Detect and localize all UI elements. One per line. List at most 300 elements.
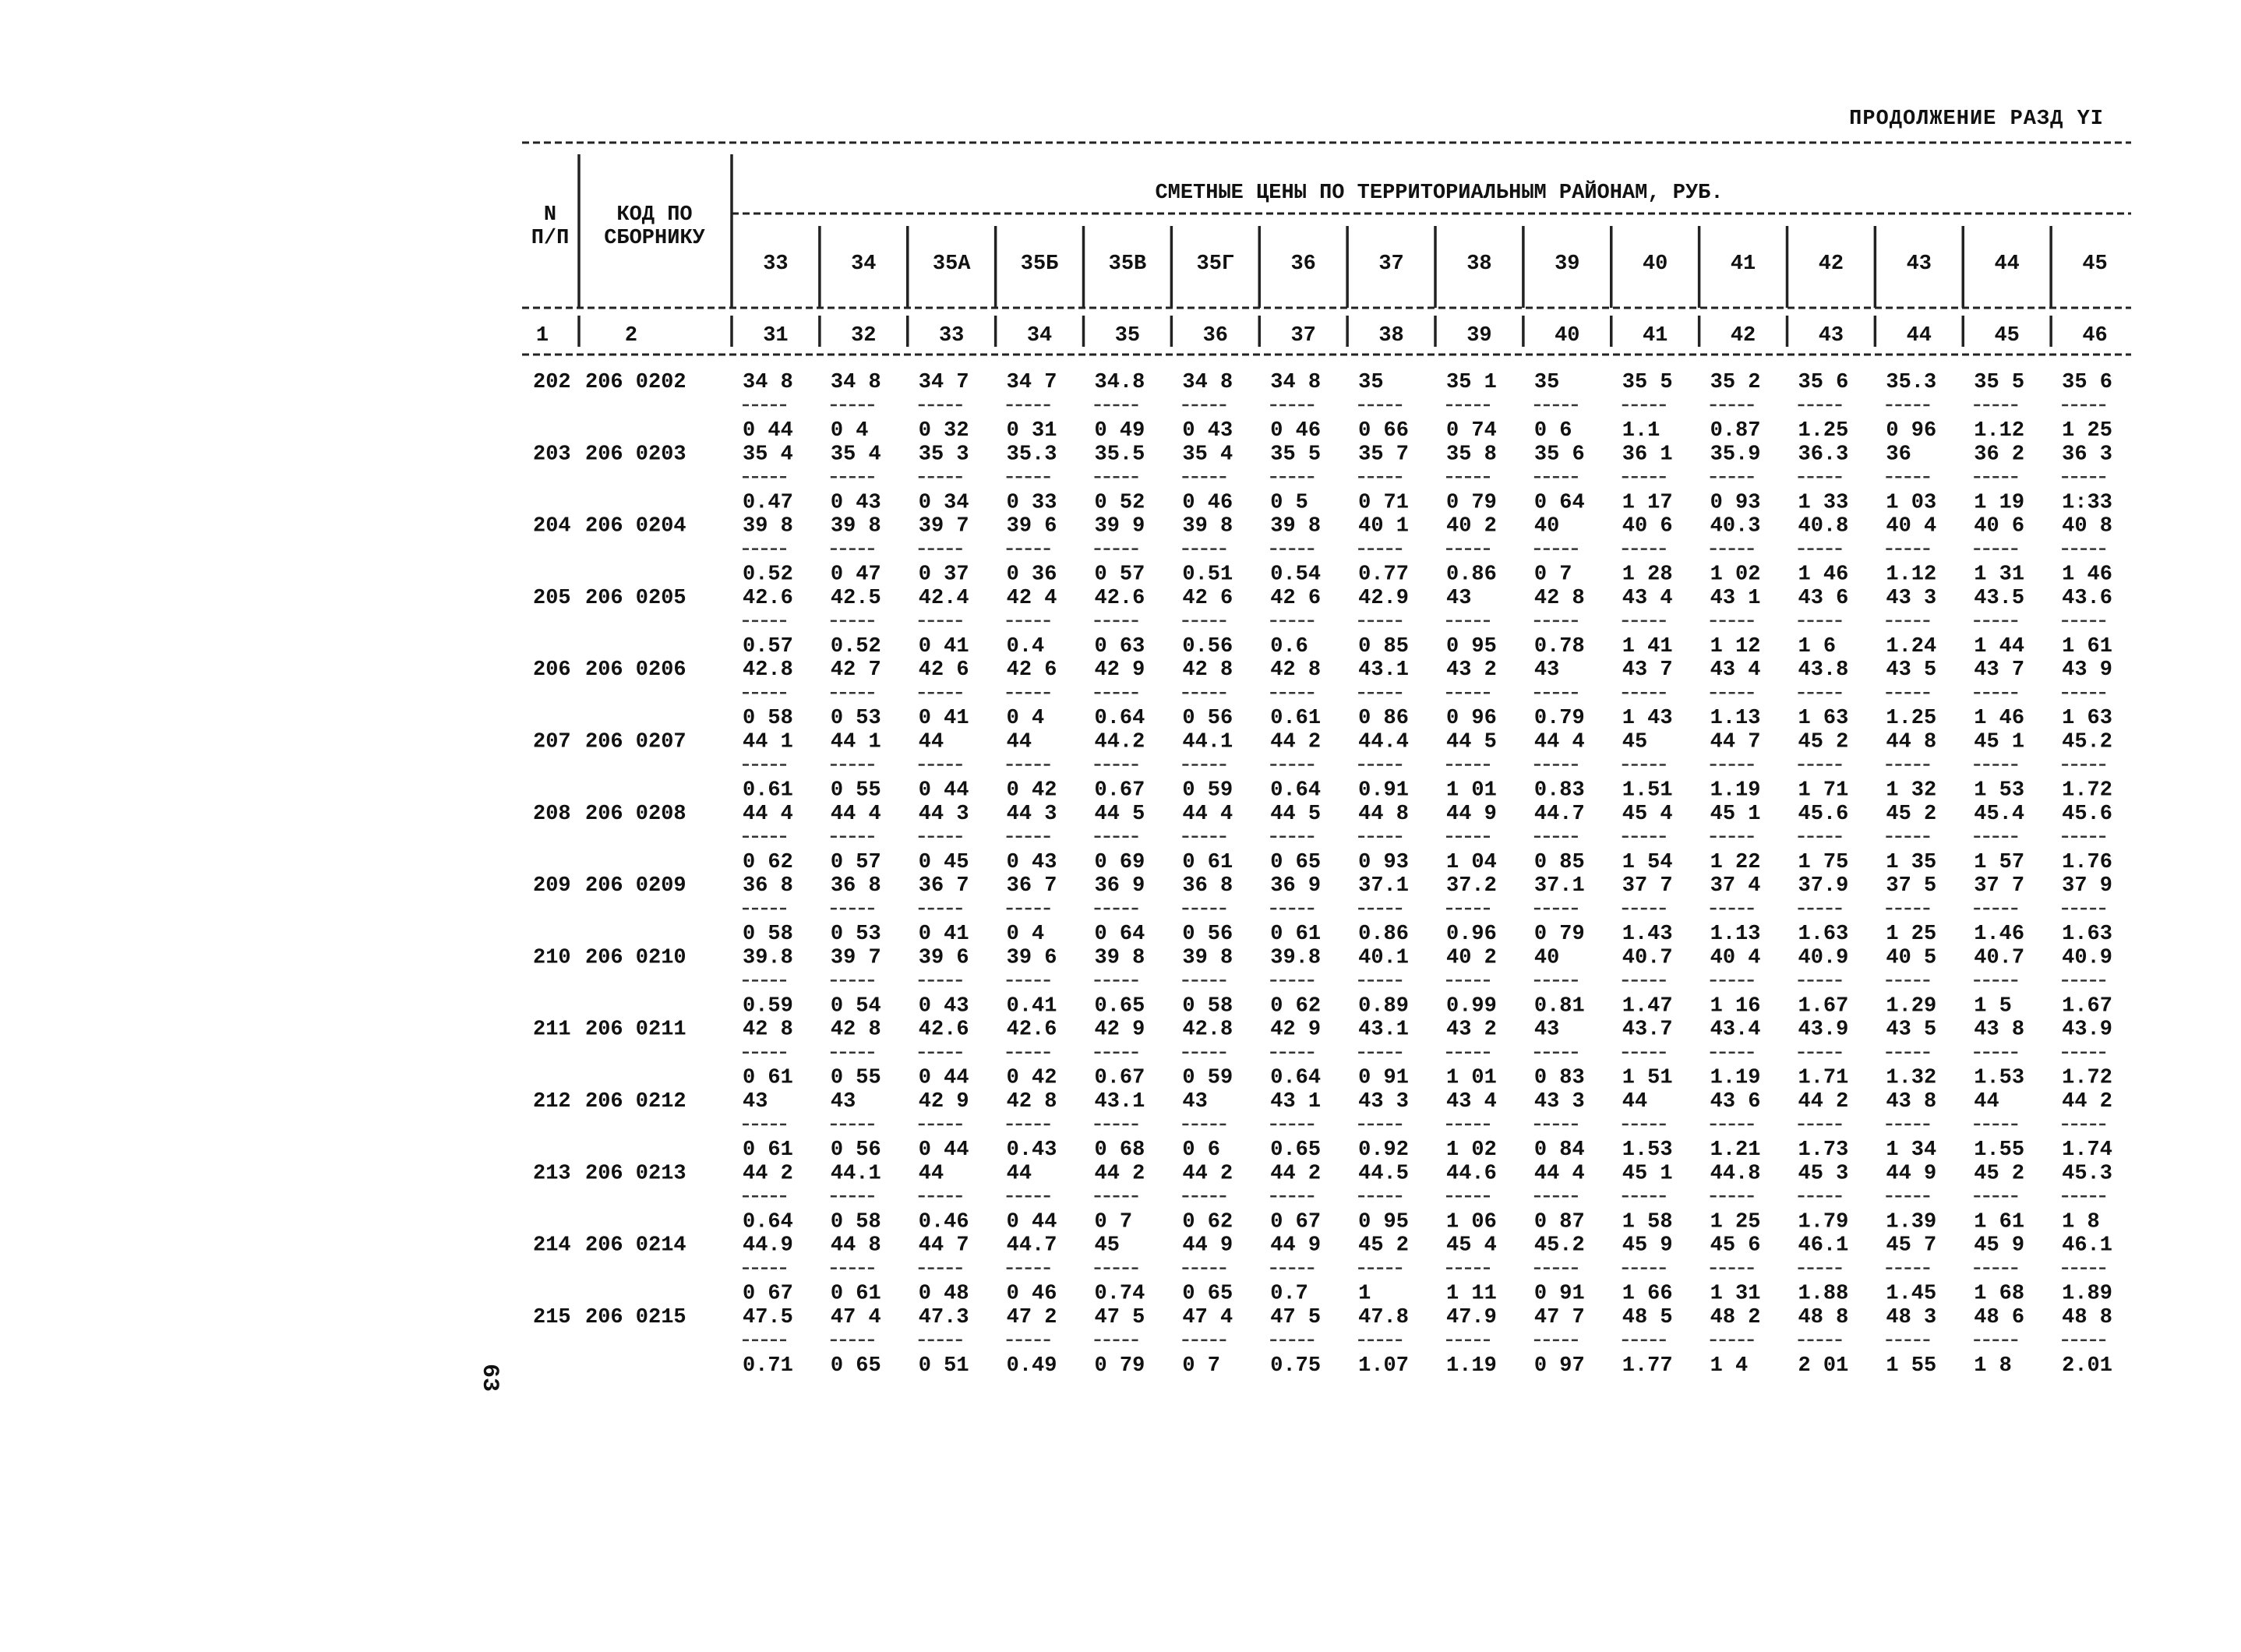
price-cell: 45.6 — [1798, 802, 1849, 826]
price-cell: 45.2 — [2062, 730, 2112, 754]
price-cell: 35 4 — [1182, 443, 1233, 467]
price-cell: 36 9 — [1094, 874, 1145, 898]
district-code: 37 — [1378, 252, 1404, 276]
row-number: 207 — [533, 730, 571, 754]
price-cell: 44.7 — [1006, 1234, 1057, 1258]
sub-value-cell: 1 4 — [1710, 1354, 1749, 1378]
price-cell: 44 5 — [1446, 730, 1497, 754]
sub-value-cell: 0 54 — [830, 994, 881, 1018]
sub-value-cell: 1.13 — [1710, 923, 1761, 947]
sub-value-cell: 1 66 — [1622, 1282, 1673, 1306]
price-cell: 42 8 — [743, 1018, 793, 1042]
price-cell: 45 1 — [1622, 1162, 1673, 1186]
sub-value-cell: 0 97 — [1533, 1354, 1585, 1378]
price-cell: 35 2 — [1710, 371, 1761, 394]
district-code: 38 — [1466, 252, 1492, 276]
sub-value-cell: 0 52 — [1094, 491, 1145, 515]
price-cell: 44 7 — [918, 1234, 969, 1258]
sub-value-cell: 0.87 — [1710, 419, 1761, 443]
sub-value-cell: 0 46 — [1182, 491, 1233, 515]
sub-value-cell: 1.72 — [2062, 778, 2112, 803]
sub-value-cell: 1.53 — [1622, 1138, 1673, 1162]
sub-value-cell: 0 93 — [1358, 850, 1409, 874]
sub-value-cell: 0 84 — [1533, 1138, 1585, 1162]
table-row — [533, 1306, 2112, 1378]
column-number: 41 — [1642, 324, 1668, 348]
sub-value-cell: 1 35 — [1886, 850, 1937, 874]
price-cell: 37 4 — [1710, 874, 1761, 898]
price-cell: 36 8 — [830, 874, 881, 898]
price-cell: 44.1 — [1182, 730, 1233, 754]
price-cell: 43.7 — [1622, 1018, 1673, 1042]
column-number: 33 — [938, 324, 965, 348]
price-cell: 45 9 — [1622, 1234, 1673, 1258]
price-cell: 44.5 — [1358, 1162, 1409, 1186]
sub-value-cell: 0.61 — [1270, 707, 1322, 731]
price-cell: 40 6 — [1974, 514, 2025, 538]
price-cell: 36 8 — [1182, 874, 1233, 898]
row-code: 206 0204 — [585, 514, 686, 538]
sub-value-cell: 0 47 — [830, 563, 881, 587]
sub-value-cell: 1 41 — [1622, 634, 1673, 658]
sub-value-cell: 0 62 — [743, 850, 793, 874]
sub-value-cell: 0 79 — [1446, 491, 1497, 515]
sub-value-cell: 1.88 — [1798, 1282, 1849, 1306]
price-cell: 44 8 — [1886, 730, 1937, 754]
table-row — [533, 946, 2112, 1018]
price-cell: 44 3 — [1006, 802, 1057, 826]
price-cell: 44 4 — [1533, 1162, 1585, 1186]
district-code: 36 — [1290, 252, 1316, 276]
price-cell: 42 9 — [1094, 1018, 1145, 1042]
price-cell: 40 5 — [1886, 946, 1937, 970]
price-cell: 42.9 — [1358, 586, 1409, 610]
price-cell: 35.3 — [1006, 443, 1057, 467]
price-cell: 36 7 — [918, 874, 969, 898]
row-code: 206 0211 — [585, 1018, 686, 1042]
price-cell: 35 7 — [1358, 443, 1409, 467]
sub-value-cell: 0.75 — [1270, 1354, 1322, 1378]
price-cell: 45.2 — [1533, 1234, 1585, 1258]
price-cell: 45.6 — [2062, 802, 2112, 826]
price-cell: 43.6 — [2062, 586, 2112, 610]
price-cell: 39 7 — [830, 946, 881, 970]
sub-value-cell: 0.64 — [743, 1210, 793, 1234]
price-cell: 39 7 — [918, 514, 969, 538]
col-code-label: КОД ПО — [616, 203, 693, 227]
sub-value-cell: 0 46 — [1006, 1282, 1057, 1306]
sub-value-cell: 0 43 — [1006, 850, 1057, 874]
sub-value-cell: 0.99 — [1446, 994, 1497, 1018]
table-row — [533, 587, 2112, 658]
sub-value-cell: 0 57 — [1094, 563, 1145, 587]
district-code: 34 — [851, 252, 877, 276]
price-cell: 39 8 — [1182, 946, 1233, 970]
price-cell: 44.6 — [1446, 1162, 1497, 1186]
table-row — [533, 1234, 2112, 1306]
sub-value-cell: 1 33 — [1798, 491, 1849, 515]
sub-value-cell: 0 61 — [1182, 850, 1233, 874]
row-number: 210 — [533, 946, 571, 970]
price-cell: 44.9 — [743, 1234, 793, 1258]
district-code: 35В — [1108, 252, 1147, 276]
sub-value-cell: 0 85 — [1533, 850, 1585, 874]
table-row — [533, 1018, 2112, 1090]
sub-value-cell: 1 25 — [1710, 1210, 1761, 1234]
sub-value-cell: 1.24 — [1886, 634, 1937, 658]
row-code: 206 0205 — [585, 586, 686, 610]
sub-value-cell: 1 16 — [1710, 994, 1761, 1018]
price-cell: 48 6 — [1974, 1305, 2025, 1329]
column-number: 39 — [1466, 324, 1492, 348]
sub-value-cell: 0 48 — [918, 1282, 969, 1306]
price-cell: 43 8 — [1974, 1018, 2025, 1042]
price-cell: 43 8 — [1886, 1090, 1937, 1114]
group-title: СМЕТНЫЕ ЦЕНЫ ПО ТЕРРИТОРИАЛЬНЫМ РАЙОНАМ, РУБ. — [1155, 182, 1724, 205]
price-cell: 35 8 — [1446, 443, 1497, 467]
column-number: 43 — [1818, 324, 1844, 348]
sub-value-cell: 1.25 — [1798, 419, 1849, 443]
sub-value-cell: 0 67 — [1270, 1210, 1322, 1234]
sub-value-cell: 2 01 — [1798, 1354, 1849, 1378]
sub-value-cell: 1 02 — [1710, 563, 1761, 587]
sub-value-cell: 1.74 — [2062, 1138, 2112, 1162]
price-cell: 35.3 — [1886, 371, 1937, 394]
price-cell: 44 4 — [743, 802, 793, 826]
sub-value-cell: 1.72 — [2062, 1066, 2112, 1090]
col-num-label: П/П — [531, 227, 570, 250]
price-cell: 44 8 — [830, 1234, 881, 1258]
price-cell: 44.2 — [1094, 730, 1145, 754]
sub-value-cell: 0.56 — [1182, 634, 1233, 658]
price-cell: 40.1 — [1358, 946, 1409, 970]
sub-value-cell: 0.7 — [1270, 1282, 1308, 1306]
price-cell: 44 9 — [1270, 1234, 1322, 1258]
sub-value-cell: 0 7 — [1533, 563, 1572, 587]
sub-value-cell: 0.65 — [1094, 994, 1145, 1018]
price-cell: 40.8 — [1798, 514, 1849, 538]
price-cell: 44 2 — [1270, 730, 1322, 754]
price-cell: 39 6 — [1006, 946, 1057, 970]
price-cell: 48 5 — [1622, 1305, 1673, 1329]
price-cell: 47.8 — [1358, 1305, 1409, 1329]
price-cell: 34 8 — [1182, 371, 1233, 394]
sub-value-cell: 0 44 — [918, 1138, 969, 1162]
sub-value-cell: 1.25 — [1886, 707, 1937, 731]
price-cell: 34 7 — [918, 371, 969, 394]
sub-value-cell: 0.64 — [1270, 1066, 1322, 1090]
sub-value-cell: 0 95 — [1358, 1210, 1409, 1234]
sub-value-cell: 1.47 — [1622, 994, 1673, 1018]
row-code: 206 0202 — [585, 371, 686, 394]
sub-value-cell: 1.19 — [1710, 778, 1761, 803]
sub-value-cell: 1 61 — [1974, 1210, 2025, 1234]
price-cell: 43 2 — [1446, 1018, 1497, 1042]
price-cell: 35 5 — [1974, 371, 2025, 394]
row-number: 215 — [533, 1305, 571, 1329]
price-cell: 45 2 — [1798, 730, 1849, 754]
sub-value-cell: 0 91 — [1533, 1282, 1585, 1306]
price-cell: 43 3 — [1358, 1090, 1409, 1114]
sub-value-cell: 0 74 — [1446, 419, 1497, 443]
sub-value-cell: 1 8 — [1974, 1354, 2012, 1378]
sub-value-cell: 0.6 — [1270, 634, 1308, 658]
sub-value-cell: 1 75 — [1798, 850, 1849, 874]
price-cell: 45 1 — [1710, 802, 1761, 826]
price-cell: 44 2 — [2062, 1090, 2112, 1114]
sub-value-cell: 0.77 — [1358, 563, 1409, 587]
sub-value-cell: 0.71 — [743, 1354, 793, 1378]
sub-value-cell: 1 32 — [1886, 778, 1937, 803]
sub-value-cell: 1 43 — [1622, 707, 1673, 731]
sub-value-cell: 0.74 — [1094, 1282, 1145, 1306]
sub-value-cell: 0 65 — [830, 1354, 881, 1378]
sub-value-cell: 0.64 — [1094, 707, 1145, 731]
price-cell: 35 6 — [1798, 371, 1849, 394]
price-cell: 44.8 — [1710, 1162, 1761, 1186]
sub-value-cell: 0 56 — [830, 1138, 881, 1162]
district-code: 43 — [1906, 252, 1932, 276]
sub-value-cell: 0 62 — [1270, 994, 1322, 1018]
sub-value-cell: 0 57 — [830, 850, 881, 874]
table-row — [533, 371, 2112, 443]
sub-value-cell: 0.59 — [743, 994, 793, 1018]
row-number: 204 — [533, 514, 571, 538]
price-cell: 44 2 — [1094, 1162, 1145, 1186]
sub-value-cell: 1.45 — [1886, 1282, 1937, 1306]
price-cell: 45 4 — [1622, 802, 1673, 826]
district-code: 33 — [763, 252, 789, 276]
sub-value-cell: 0.83 — [1533, 778, 1585, 803]
sub-value-cell: 1.46 — [1974, 923, 2025, 947]
sub-value-cell: 1 25 — [2062, 419, 2112, 443]
price-cell: 40 — [1533, 514, 1560, 538]
column-number: 1 — [535, 324, 549, 348]
price-cell: 44 2 — [1270, 1162, 1322, 1186]
sub-value-cell: 0 44 — [918, 778, 969, 803]
sub-value-cell: 0 5 — [1270, 491, 1308, 515]
sub-value-cell: 1 02 — [1446, 1138, 1497, 1162]
sub-value-cell: 0.67 — [1094, 778, 1145, 803]
price-cell: 42.6 — [743, 586, 793, 610]
sub-value-cell: 0 86 — [1358, 707, 1409, 731]
price-cell: 42 6 — [1270, 586, 1322, 610]
price-cell: 44 1 — [743, 730, 793, 754]
price-cell: 43 6 — [1710, 1090, 1761, 1114]
price-cell: 42 6 — [1182, 586, 1233, 610]
district-code: 35А — [932, 252, 971, 276]
sub-value-cell: 1.67 — [2062, 994, 2112, 1018]
sub-value-cell: 0 68 — [1094, 1138, 1145, 1162]
row-code: 206 0207 — [585, 730, 686, 754]
price-cell: 43 3 — [1886, 586, 1937, 610]
district-code: 35Г — [1196, 252, 1235, 276]
price-cell: 47.5 — [743, 1305, 793, 1329]
price-cell: 36 1 — [1622, 443, 1673, 467]
price-cell: 45 9 — [1974, 1234, 2025, 1258]
price-cell: 40.9 — [1798, 946, 1849, 970]
price-cell: 35 4 — [830, 443, 881, 467]
price-cell: 45 — [1094, 1234, 1120, 1258]
column-number: 37 — [1290, 324, 1316, 348]
sub-value-cell: 0.96 — [1446, 923, 1497, 947]
price-cell: 48 8 — [2062, 1305, 2112, 1329]
sub-value-cell: 0.81 — [1533, 994, 1585, 1018]
row-number: 209 — [533, 874, 571, 898]
district-code: 41 — [1730, 252, 1756, 276]
price-cell: 44 — [1974, 1090, 1999, 1114]
price-cell: 44 9 — [1182, 1234, 1233, 1258]
sub-value-cell: 0 46 — [1270, 419, 1322, 443]
price-cell: 44 5 — [1270, 802, 1322, 826]
sub-value-cell: 1 54 — [1622, 850, 1673, 874]
sub-value-cell: 0 59 — [1182, 1066, 1233, 1090]
sub-value-cell: 1.53 — [1974, 1066, 2025, 1090]
sub-value-cell: 0 53 — [830, 707, 881, 731]
price-cell: 43 9 — [2062, 658, 2112, 683]
sub-value-cell: 1 01 — [1446, 778, 1497, 803]
sub-value-cell: 0.89 — [1358, 994, 1409, 1018]
price-cell: 44 — [918, 1162, 944, 1186]
sub-value-cell: 1.79 — [1798, 1210, 1849, 1234]
price-cell: 35 6 — [2062, 371, 2112, 394]
price-cell: 44 — [1006, 1162, 1032, 1186]
row-code: 206 0212 — [585, 1090, 686, 1114]
sub-value-cell: 1.43 — [1622, 923, 1673, 947]
price-cell: 44 2 — [743, 1162, 793, 1186]
sub-value-cell: 0 58 — [830, 1210, 881, 1234]
sub-value-cell: 0 36 — [1006, 563, 1057, 587]
sub-value-cell: 1 68 — [1974, 1282, 2025, 1306]
row-number: 214 — [533, 1234, 571, 1258]
section-title: ПРОДОЛЖЕНИЕ РАЗД YI — [1849, 108, 2104, 131]
price-cell: 43 — [1182, 1090, 1208, 1114]
price-cell: 44 — [918, 730, 944, 754]
sub-value-cell: 0 43 — [1182, 419, 1233, 443]
sub-value-cell: 1 46 — [1974, 707, 2025, 731]
price-cell: 45 2 — [1974, 1162, 2025, 1186]
sub-value-cell: 0 87 — [1533, 1210, 1585, 1234]
row-code: 206 0208 — [585, 802, 686, 826]
price-cell: 35 6 — [1533, 443, 1585, 467]
sub-value-cell: 1.51 — [1622, 778, 1673, 803]
sub-value-cell: 1 71 — [1798, 778, 1849, 803]
price-cell: 36 9 — [1270, 874, 1322, 898]
sub-value-cell: 0 51 — [918, 1354, 969, 1378]
sub-value-cell: 0 4 — [830, 419, 869, 443]
sub-value-cell: 1 57 — [1974, 850, 2025, 874]
row-code: 206 0210 — [585, 946, 686, 970]
price-cell: 39 9 — [1094, 514, 1145, 538]
price-cell: 40 1 — [1358, 514, 1409, 538]
price-cell: 45 3 — [1798, 1162, 1849, 1186]
price-cell: 34 8 — [830, 371, 881, 394]
table-row — [533, 1162, 2112, 1234]
sub-value-cell: 1.1 — [1622, 419, 1660, 443]
price-cell: 48 8 — [1798, 1305, 1849, 1329]
sub-value-cell: 1.63 — [2062, 923, 2112, 947]
sub-value-cell: 0 55 — [830, 778, 881, 803]
price-cell: 45 2 — [1358, 1234, 1409, 1258]
sub-value-cell: 0 61 — [1270, 923, 1322, 947]
sub-value-cell: 0.54 — [1270, 563, 1322, 587]
sub-value-cell: 0 61 — [830, 1282, 881, 1306]
price-cell: 36 7 — [1006, 874, 1057, 898]
sub-value-cell: 1.07 — [1358, 1354, 1409, 1378]
sub-value-cell: 1 25 — [1886, 923, 1937, 947]
sub-value-cell: 1.29 — [1886, 994, 1937, 1018]
sub-value-cell: 0 93 — [1710, 491, 1761, 515]
price-cell: 44 3 — [918, 802, 969, 826]
sub-value-cell: 0 85 — [1358, 634, 1409, 658]
price-cell: 45.4 — [1974, 802, 2025, 826]
sub-value-cell: 0 61 — [743, 1138, 793, 1162]
price-cell: 39.8 — [1270, 946, 1322, 970]
sub-value-cell: 0 49 — [1094, 419, 1145, 443]
sub-value-cell: 0 33 — [1006, 491, 1057, 515]
price-cell: 34 8 — [743, 371, 793, 394]
price-cell: 44 9 — [1886, 1162, 1937, 1186]
price-cell: 45 7 — [1886, 1234, 1937, 1258]
price-cell: 42 9 — [1094, 658, 1145, 683]
price-cell: 44 7 — [1710, 730, 1761, 754]
row-code: 206 0209 — [585, 874, 686, 898]
price-cell: 42 8 — [1533, 586, 1585, 610]
price-cell: 39 8 — [1270, 514, 1322, 538]
sub-value-cell: 1 28 — [1622, 563, 1673, 587]
price-cell: 43.9 — [1798, 1018, 1849, 1042]
sub-value-cell: 1.19 — [1446, 1354, 1497, 1378]
sub-value-cell: 0.51 — [1182, 563, 1233, 587]
sub-value-cell: 0 69 — [1094, 850, 1145, 874]
sub-value-cell: 0.78 — [1533, 634, 1585, 658]
sub-value-cell: 0 96 — [1446, 707, 1497, 731]
sub-value-cell: 1 31 — [1710, 1282, 1761, 1306]
sub-value-cell: 1.73 — [1798, 1138, 1849, 1162]
sub-value-cell: 1 58 — [1622, 1210, 1673, 1234]
price-cell: 42 4 — [1006, 586, 1057, 610]
price-cell: 43 4 — [1446, 1090, 1497, 1114]
price-cell: 43 3 — [1533, 1090, 1585, 1114]
table-row — [533, 515, 2112, 587]
price-cell: 44.4 — [1358, 730, 1409, 754]
sub-value-cell: 0 44 — [743, 419, 793, 443]
price-cell: 45 2 — [1886, 802, 1937, 826]
price-cell: 40 4 — [1886, 514, 1937, 538]
sub-value-cell: 0 41 — [918, 634, 969, 658]
price-cell: 42 6 — [1006, 658, 1057, 683]
sub-value-cell: 1 03 — [1886, 491, 1937, 515]
price-cell: 40 2 — [1446, 946, 1497, 970]
sub-value-cell: 1 22 — [1710, 850, 1761, 874]
price-cell: 47.3 — [918, 1305, 969, 1329]
price-cell: 47 5 — [1270, 1305, 1322, 1329]
price-cell: 42 8 — [1182, 658, 1233, 683]
sub-value-cell: 0.52 — [743, 563, 793, 587]
price-cell: 47 4 — [1182, 1305, 1233, 1329]
column-number: 40 — [1555, 324, 1580, 348]
sub-value-cell: 0 37 — [918, 563, 969, 587]
price-cell: 34 8 — [1270, 371, 1322, 394]
price-cell: 42.6 — [918, 1018, 969, 1042]
sub-value-cell: 0.52 — [830, 634, 881, 658]
sub-value-cell: 0 91 — [1358, 1066, 1409, 1090]
price-cell: 35 5 — [1270, 443, 1322, 467]
sub-value-cell: 1.71 — [1798, 1066, 1849, 1090]
price-cell: 40 8 — [2062, 514, 2112, 538]
sub-value-cell: 1.19 — [1710, 1066, 1761, 1090]
price-cell: 44 4 — [830, 802, 881, 826]
